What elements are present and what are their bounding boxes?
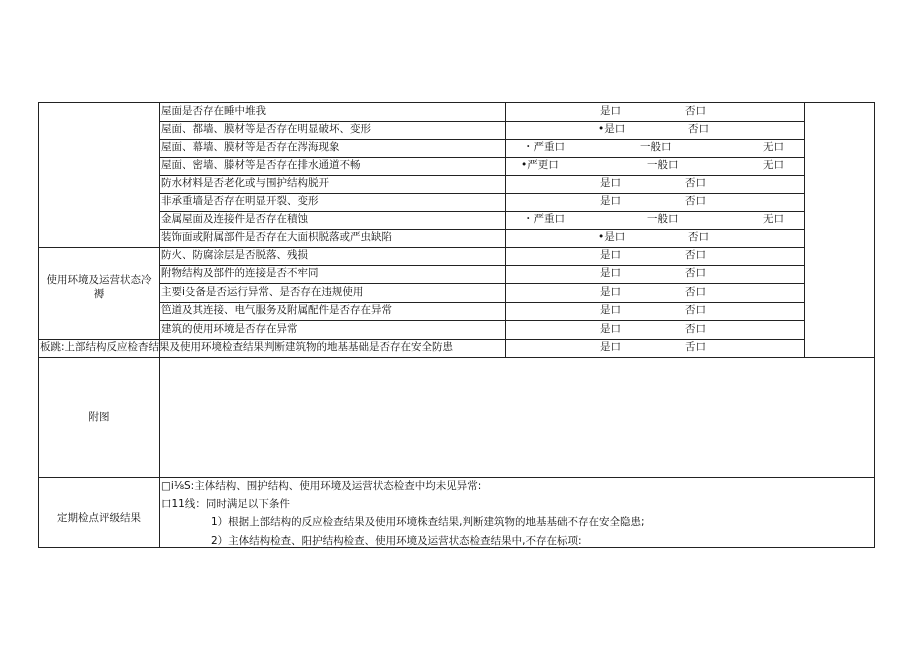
option-yes[interactable]: •是口 [598, 123, 626, 135]
option-moderate[interactable]: 一般口 [647, 213, 679, 225]
option-moderate[interactable]: 一般口 [647, 159, 679, 171]
option-no[interactable]: 否口 [685, 286, 706, 298]
option-yes[interactable]: •是口 [598, 231, 626, 243]
option-no[interactable]: 否口 [685, 267, 706, 279]
option-severe[interactable]: •严更口 [521, 159, 559, 171]
option-severe[interactable]: ・严重口 [523, 141, 565, 153]
item-text: 防水材料是否老化或与围护结构脱开 [161, 177, 329, 189]
environment-section-label: 使用环境及运营状态冷 褥 [46, 274, 152, 300]
option-none[interactable]: 无口 [763, 159, 784, 171]
option-no[interactable]: 否口 [685, 323, 706, 335]
option-yes[interactable]: 是口 [600, 105, 621, 117]
option-yes[interactable]: 是口 [600, 341, 621, 353]
col-divider-2 [505, 103, 506, 357]
evaluation-line: □i⅛S:主体结构、围护结构、使用环境及运营状态检查中均未见异常: [161, 480, 482, 492]
option-severe[interactable]: ・严重口 [523, 213, 565, 225]
item-text: 屋面、都墙、膜材等是否存在明显破坏、变形 [161, 123, 371, 135]
item-text: 主要i殳备是否运行异常、是否存在违规使用 [161, 286, 364, 298]
option-no[interactable]: 否口 [685, 177, 706, 189]
option-yes[interactable]: 是口 [600, 286, 621, 298]
option-no[interactable]: 否口 [685, 304, 706, 316]
option-moderate[interactable]: 一般口 [640, 141, 672, 153]
option-yes[interactable]: 是口 [600, 304, 621, 316]
option-none[interactable]: 无口 [763, 141, 784, 153]
option-yes[interactable]: 是口 [600, 177, 621, 189]
item-text: 非承重墙是否存在明显开裂、变形 [161, 195, 319, 207]
evaluation-line: 口11线：同时满足以下条件 [161, 498, 290, 510]
item-text: 附物结构及部件的连接是否不牢同 [161, 267, 319, 279]
option-no[interactable]: 否口 [688, 231, 709, 243]
option-yes[interactable]: 是口 [600, 249, 621, 261]
option-yes[interactable]: 是口 [600, 323, 621, 335]
attachment-label: 附图 [88, 411, 110, 423]
inspection-table [38, 102, 875, 548]
summary-text: 板跳:上部结构反应检杳结果及使用环境检查结果判断建筑物的地基基础是否存在安全防患 [40, 341, 454, 353]
item-text: 屋面、密墙、滕材等是否存在排水通道不畅 [161, 159, 361, 171]
item-text: 防火、防腐涂层是否脱落、残损 [161, 249, 308, 261]
item-text: 屋面是否存在睡中堆我 [161, 105, 266, 117]
option-no[interactable]: 否口 [685, 249, 706, 261]
col-divider-1 [159, 103, 160, 547]
option-yes[interactable]: 是口 [600, 195, 621, 207]
col-divider-3 [804, 103, 805, 357]
item-text: 装饰面或附属部件是否存在大面枳脱落或严虫缺陷 [161, 231, 392, 243]
option-no[interactable]: 否口 [685, 195, 706, 207]
option-no[interactable]: 否口 [688, 123, 709, 135]
item-text: 金属屋面及连接件是否存在積蚀 [161, 213, 308, 225]
evaluation-label: 定期检点评级结果 [57, 512, 141, 524]
item-text: 屋面、幕墙、膜材等是否存在涔海现象 [161, 141, 340, 153]
option-yes[interactable]: 是口 [600, 267, 621, 279]
evaluation-line: 1）根据上部结构的反应检查结果及使用环境株查结果,判断建筑物的地基基础不存在安全隐患; [211, 516, 645, 528]
option-no[interactable]: 否口 [685, 105, 706, 117]
item-text: 笆道及其连接、电气服务及附属配件是否存在异常 [161, 304, 392, 316]
evaluation-line: 2）主体结构检查、阳护结构检查、使用环境及运营状态检查结果中,不存在标项: [211, 535, 582, 547]
option-none[interactable]: 无口 [763, 213, 784, 225]
item-text: 建筑的使用环境是否存在异常 [161, 323, 298, 335]
option-no[interactable]: 舌口 [685, 341, 706, 353]
